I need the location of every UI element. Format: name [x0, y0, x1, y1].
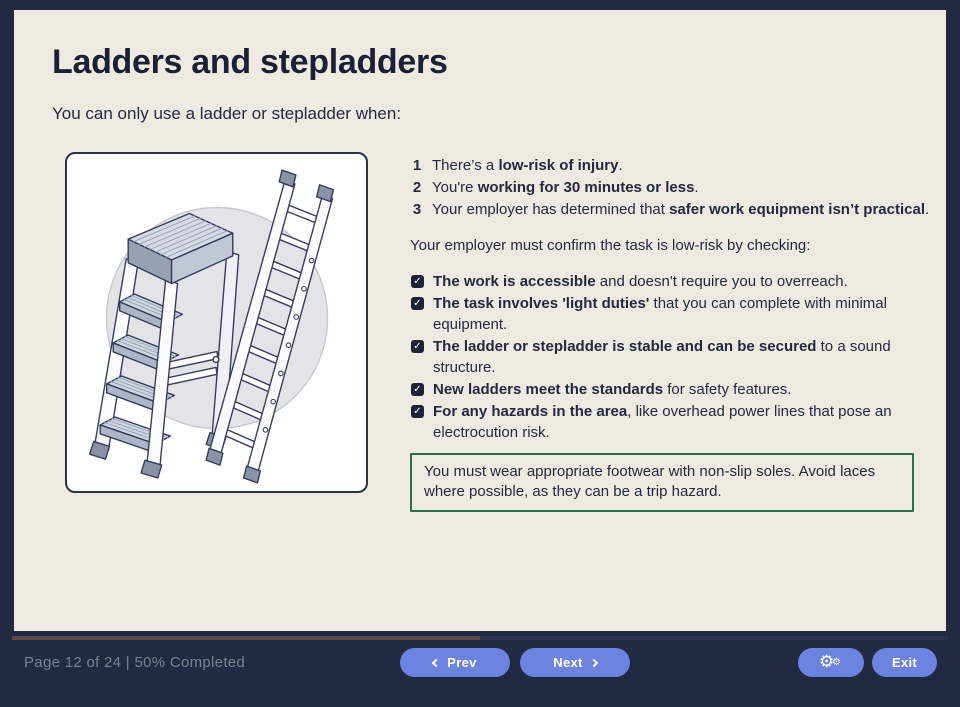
item-number: 2: [412, 179, 422, 196]
progress-fill: [12, 636, 480, 640]
page-status: Page 12 of 24 | 50% Completed: [24, 654, 246, 671]
checkbox-checked-icon: ✓: [411, 275, 424, 288]
item-text: You're working for 30 minutes or less.: [432, 179, 699, 196]
prev-label: Prev: [447, 655, 477, 670]
page-title: Ladders and stepladders: [52, 43, 448, 81]
chevron-left-icon: [432, 658, 440, 666]
checklist-item: [410, 401, 914, 443]
slide-content: [410, 155, 930, 512]
item-number: 1: [412, 157, 422, 174]
next-button[interactable]: [520, 648, 630, 677]
slide-card: [14, 10, 946, 631]
ladder-illustration-frame: [65, 152, 368, 493]
prev-button[interactable]: [400, 648, 510, 677]
footer: [0, 631, 960, 707]
confirm-text: Your employer must confirm the task is low-risk by checking:: [410, 237, 811, 254]
item-text: There’s a low-risk of injury.: [432, 157, 623, 174]
numbered-item: [410, 199, 930, 221]
numbered-item: [410, 177, 914, 199]
exit-label: Exit: [891, 655, 918, 670]
checklist-item: [410, 293, 914, 335]
item-number: 3: [412, 201, 422, 218]
callout-text: You must wear appropriate footwear with non-slip soles. Avoid laces where possible, as they can be a trip hazard.: [424, 463, 876, 500]
progress-bar: [12, 636, 948, 640]
settings-button[interactable]: [798, 648, 864, 677]
checkbox-checked-icon: ✓: [411, 405, 424, 418]
stepladder-and-ladder-illustration: [67, 154, 366, 491]
checkbox-checked-icon: ✓: [411, 340, 424, 353]
checklist-text: The task involves 'light duties' that you can complete with minimal equipment.: [433, 295, 887, 333]
next-label: Next: [553, 655, 583, 670]
chevron-right-icon: [589, 658, 597, 666]
item-text: Your employer has determined that safer work equipment isn’t practical.: [432, 201, 930, 218]
slide-subtitle: You can only use a ladder or stepladder when:: [52, 104, 402, 123]
callout-box: [410, 453, 914, 512]
checkbox-checked-icon: ✓: [411, 297, 424, 310]
exit-button[interactable]: [872, 648, 937, 677]
checklist-text: The work is accessible and doesn't require you to overreach.: [433, 273, 848, 290]
checklist-text: For any hazards in the area, like overhead power lines that pose an electrocution risk.: [433, 403, 892, 441]
checkbox-checked-icon: ✓: [411, 383, 424, 396]
checklist-item: [410, 336, 914, 378]
checklist-item: [410, 379, 914, 400]
checklist-item: [410, 271, 914, 292]
checklist-text: New ladders meet the standards for safety features.: [433, 381, 792, 398]
checklist-text: The ladder or stepladder is stable and can be secured to a sound structure.: [433, 338, 891, 376]
gears-icon: ⚙ ⚙: [819, 651, 842, 672]
numbered-item: [410, 155, 914, 177]
